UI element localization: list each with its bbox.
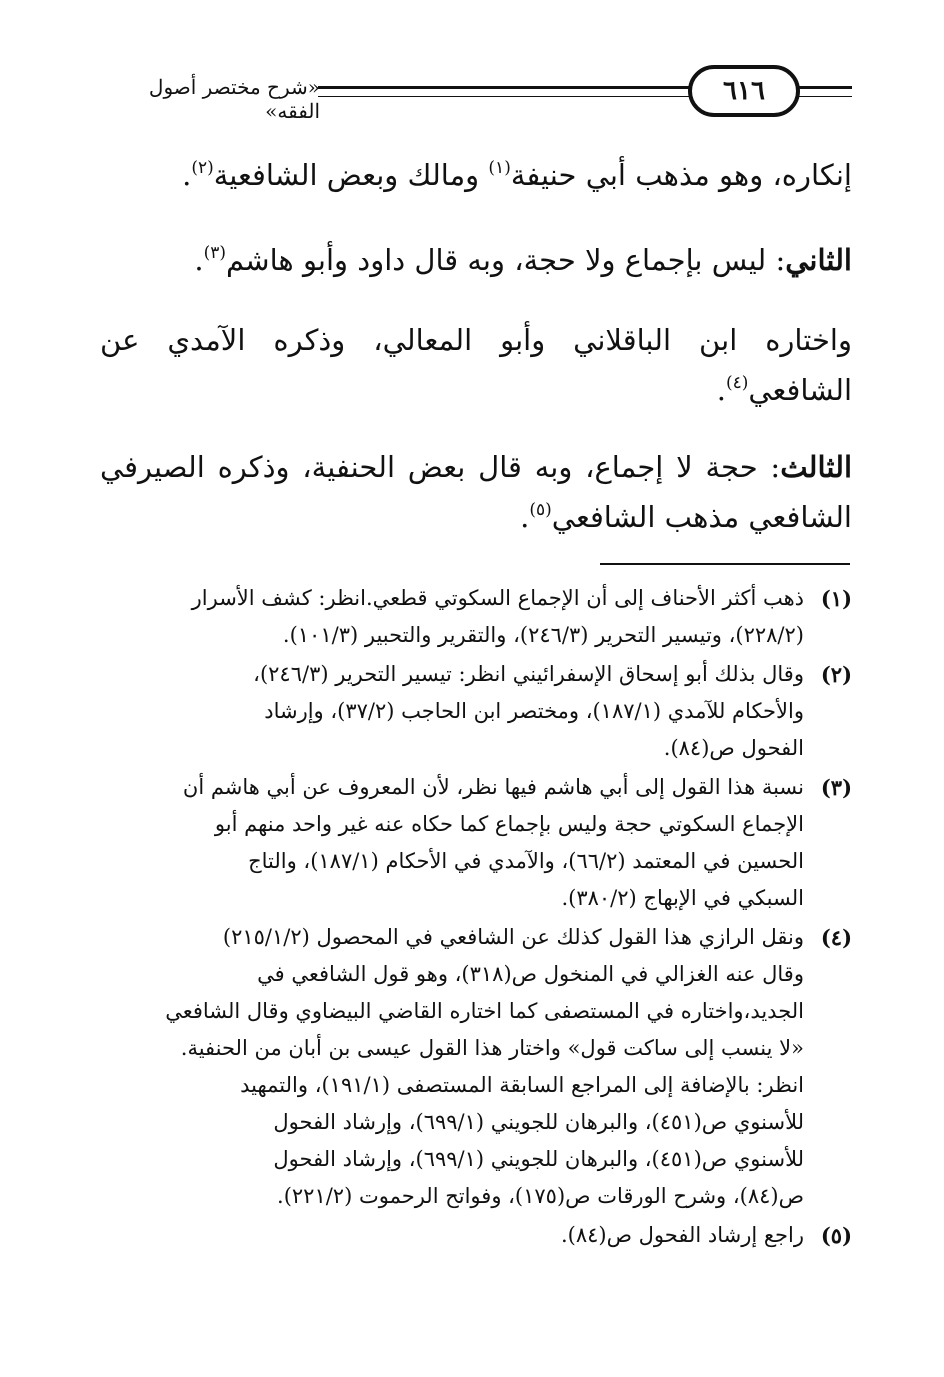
paragraph-text: : حجة لا إجماع، وبه قال بعض الحنفية، وذكره الصيرفي الشافعي مذهب الشافعي xyxy=(100,450,852,534)
paragraph-lead: الثالث xyxy=(780,450,852,484)
footnote-line: ص(٨٤)، وشرح الورقات ص(١٧٥)، وفواتح الرحموت (٢٢١/٢). xyxy=(277,1184,804,1208)
paragraph-text: ومالك وبعض الشافعية xyxy=(213,158,489,192)
footnote-number: (٢) xyxy=(820,662,852,687)
paragraph-text: . xyxy=(716,373,726,407)
footnote-line: انظر: بالإضافة إلى المراجع السابقة المستصفى (١٩١/١)، والتمهيد xyxy=(240,1073,804,1097)
paragraph xyxy=(100,315,852,415)
paragraph-text: . xyxy=(520,500,530,534)
paragraph-text: إنكاره، وهو مذهب أبي حنيفة xyxy=(510,158,852,192)
footnote-line: والأحكام للآمدي (١٨٧/١)، ومختصر ابن الحاجب (٣٧/٢)، وإرشاد xyxy=(264,699,804,723)
footnote-line: الإجماع السكوتي حجة وليس بإجماع كما حكاه عنه غير واحد منهم أبو xyxy=(214,812,804,836)
header-rule xyxy=(318,96,700,97)
footnote-separator xyxy=(600,563,850,565)
footnote-ref: (٤) xyxy=(725,373,749,393)
footnote-line: وقال بذلك أبو إسحاق الإسفرائيني انظر: تيسير التحرير (٢٤٦/٣)، xyxy=(253,662,804,686)
footnote xyxy=(100,919,852,1215)
footnote-number: (١) xyxy=(820,586,852,611)
footnote-line: الفحول ص(٨٤). xyxy=(663,736,804,760)
footnote xyxy=(100,656,852,767)
footnote-ref: (٥) xyxy=(529,500,552,520)
footnote-number: (٥) xyxy=(820,1223,852,1248)
header-rule xyxy=(318,86,700,89)
footnote xyxy=(100,1217,852,1254)
paragraph-lead: الثاني xyxy=(785,243,852,277)
footnote-ref: (٢) xyxy=(191,158,214,178)
footnote-line: الجديد،واختاره في المستصفى كما اختاره القاضي البيضاوي وقال الشافعي xyxy=(165,999,804,1023)
footnote-line: للأسنوي ص(٤٥١)، والبرهان للجويني (٦٩٩/١)، وإرشاد الفحول xyxy=(273,1147,804,1171)
footnote-line: نسبة هذا القول إلى أبي هاشم فيها نظر، لأن المعروف عن أبي هاشم أن xyxy=(182,775,804,799)
paragraph xyxy=(100,235,852,285)
footnote-line: «لا ينسب إلى ساكت قول» واختار هذا القول عيسى بن أبان من الحنفية. xyxy=(180,1036,804,1060)
paragraph xyxy=(100,150,852,200)
paragraph xyxy=(100,442,852,542)
footnote-number: (٤) xyxy=(820,925,852,950)
footnote-line: السبكي في الإبهاج (٣٨٠/٢). xyxy=(561,886,804,910)
footnote-line: وقال عنه الغزالي في المنخول ص(٣١٨)، وهو قول الشافعي في xyxy=(257,962,804,986)
footnote-line: الحسين في المعتمد (٦٦/٢)، والآمدي في الأحكام (١٨٧/١)، والتاج xyxy=(248,849,804,873)
footnote-number: (٣) xyxy=(820,775,852,800)
page-number: ٦١٦ xyxy=(688,65,800,117)
footnote-ref: (٣) xyxy=(203,243,226,263)
footnote-line: ونقل الرازي هذا القول كذلك عن الشافعي في المحصول (٢١٥/١/٢) xyxy=(222,925,804,949)
footnote-ref: (١) xyxy=(488,158,511,178)
footnote-line: للأسنوي ص(٤٥١)، والبرهان للجويني (٦٩٩/١)، وإرشاد الفحول xyxy=(273,1110,804,1134)
footnote xyxy=(100,769,852,917)
running-title: «شرح مختصر أصول الفقه» xyxy=(148,75,320,123)
footnote-line: ذهب أكثر الأحناف إلى أن الإجماع السكوتي قطعي.انظر: كشف الأسرار xyxy=(191,586,804,610)
paragraph-text: واختاره ابن الباقلاني وأبو المعالي، وذكره الآمدي عن الشافعي xyxy=(100,323,852,407)
paragraph-text: . xyxy=(182,158,192,192)
footnote-line: (٢٢٨/٢)، وتيسير التحرير (٢٤٦/٣)، والتقرير والتحبير (١٠١/٣). xyxy=(282,623,804,647)
footnote-line: راجع إرشاد الفحول ص(٨٤). xyxy=(560,1223,804,1247)
paragraph-text: . xyxy=(194,243,204,277)
footnote xyxy=(100,580,852,654)
footnotes xyxy=(100,580,852,1256)
page-header xyxy=(90,60,855,130)
paragraph-text: : ليس بإجماع ولا حجة، وبه قال داود وأبو هاشم xyxy=(226,243,786,277)
